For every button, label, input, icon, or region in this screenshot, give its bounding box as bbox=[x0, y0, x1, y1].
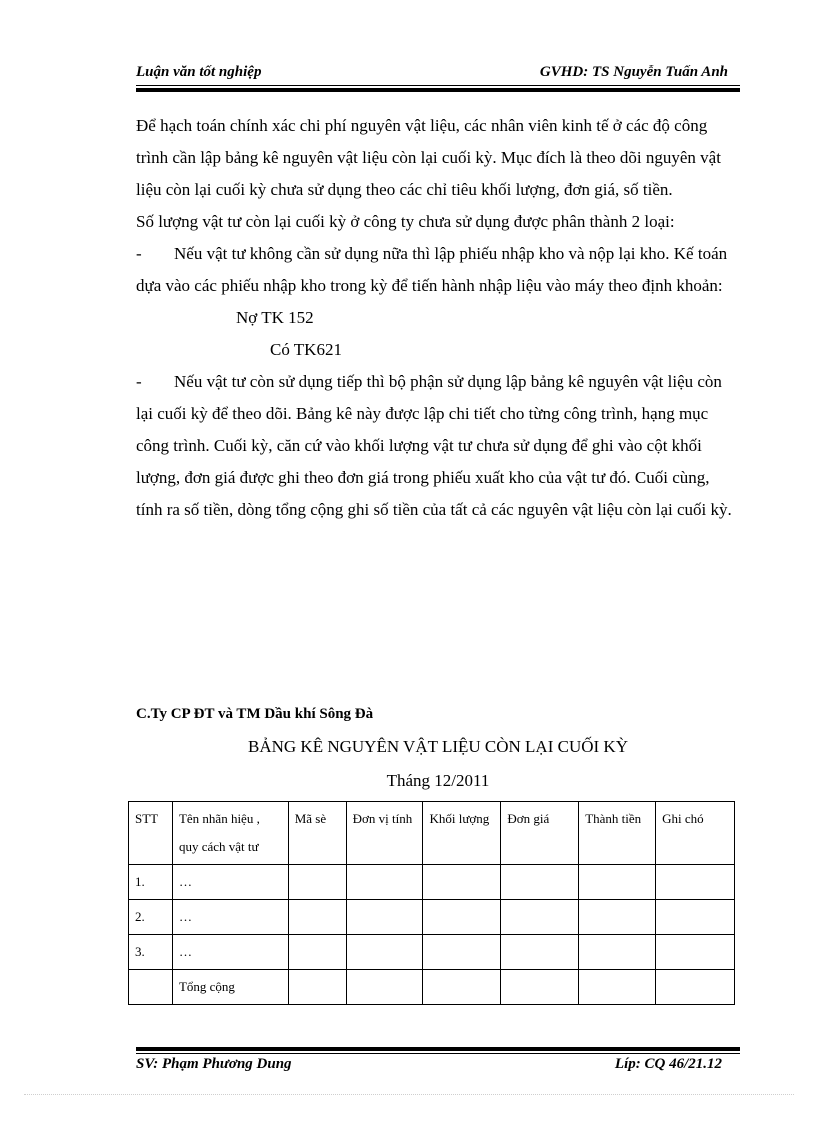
header-cell: Mã sè bbox=[288, 802, 346, 865]
paragraph-4-text: Nếu vật tư còn sử dụng tiếp thì bộ phận sử dụng lập bảng kê nguyên vật liệu còn lại cuối kỳ để theo dõi. Bảng kê này được lập chi tiết cho từng công trình, hạng mục công trình. Cuối kỳ, căn cứ vào khối lượng vật tư chưa sử dụng để ghi vào cột khối lượng, đơn giá được ghi theo đơn giá trong phiếu xuất kho của vật tư đó. Cuối cùng, tính ra số tiền, dòng tổng cộng ghi số tiền của tất cả các nguyên vật liệu còn lại cuối kỳ. bbox=[136, 372, 732, 519]
header-cell: Đơn giá bbox=[501, 802, 579, 865]
footer-class: Líp: CQ 46/21.12 bbox=[614, 1056, 722, 1072]
header-cell: STT bbox=[129, 802, 173, 865]
header-advisor: GVHD: TS Nguyễn Tuấn Anh bbox=[539, 64, 728, 80]
header-thesis-label: Luận văn tốt nghiệp bbox=[136, 64, 262, 80]
table-row bbox=[129, 865, 735, 900]
paragraph-2: Số lượng vật tư còn lại cuối kỳ ở công ty chưa sử dụng được phân thành 2 loại: bbox=[136, 212, 675, 231]
table-title: BẢNG KÊ NGUYÊN VẬT LIỆU CÒN LẠI CUỐI KỲ bbox=[248, 737, 628, 756]
total-label: Tổng cộng bbox=[172, 970, 288, 1005]
header-rule-thin bbox=[136, 85, 740, 86]
table-month: Tháng 12/2011 bbox=[386, 771, 490, 790]
company-name: C.Ty CP ĐT và TM Dầu khí Sông Đà bbox=[136, 706, 374, 722]
table-total-row bbox=[129, 970, 735, 1005]
materials-table bbox=[128, 801, 735, 1005]
table-row bbox=[129, 900, 735, 935]
paragraph-4 bbox=[136, 366, 740, 526]
row-name: … bbox=[172, 935, 288, 970]
footer-student: SV: Phạm Phương Dung bbox=[136, 1056, 292, 1072]
row-name: … bbox=[172, 865, 288, 900]
bullet-dash: - bbox=[136, 244, 142, 263]
table-header-row bbox=[129, 802, 735, 865]
header-rule-thick bbox=[136, 88, 740, 92]
header-cell: Tên nhãn hiệu , quy cách vật tư bbox=[172, 802, 288, 865]
header-cell: Thành tiền bbox=[579, 802, 656, 865]
header-cell: Ghi chó bbox=[656, 802, 735, 865]
row-stt: 2. bbox=[129, 900, 173, 935]
header-cell: Đơn vị tính bbox=[346, 802, 423, 865]
row-name: … bbox=[172, 900, 288, 935]
footer-rule-thin bbox=[136, 1053, 740, 1054]
footer-rule-thick bbox=[136, 1047, 740, 1051]
entry-debit: Nợ TK 152 bbox=[236, 308, 314, 327]
bullet-dash: - bbox=[136, 372, 142, 391]
paragraph-3-text: Nếu vật tư không cần sử dụng nữa thì lập phiếu nhập kho và nộp lại kho. Kế toán dựa vào các phiếu nhập kho trong kỳ để tiến hành nhập liệu vào máy theo định khoản: bbox=[136, 244, 728, 295]
row-stt: 1. bbox=[129, 865, 173, 900]
paragraph-3 bbox=[136, 238, 740, 302]
entry-credit: Có TK621 bbox=[270, 340, 342, 359]
page-edge-dots bbox=[24, 1094, 794, 1095]
row-stt: 3. bbox=[129, 935, 173, 970]
table-row bbox=[129, 935, 735, 970]
header-cell: Khối lượng bbox=[423, 802, 501, 865]
body-text bbox=[136, 110, 740, 526]
paragraph-1: Để hạch toán chính xác chi phí nguyên vật liệu, các nhân viên kinh tế ở các độ công trình cần lập bảng kê nguyên vật liệu còn lại cuối kỳ. Mục đích là theo dõi nguyên vật liệu còn lại cuối kỳ chưa sử dụng theo các chỉ tiêu khối lượng, đơn giá, số tiền. bbox=[136, 116, 721, 199]
page-header bbox=[136, 64, 740, 86]
